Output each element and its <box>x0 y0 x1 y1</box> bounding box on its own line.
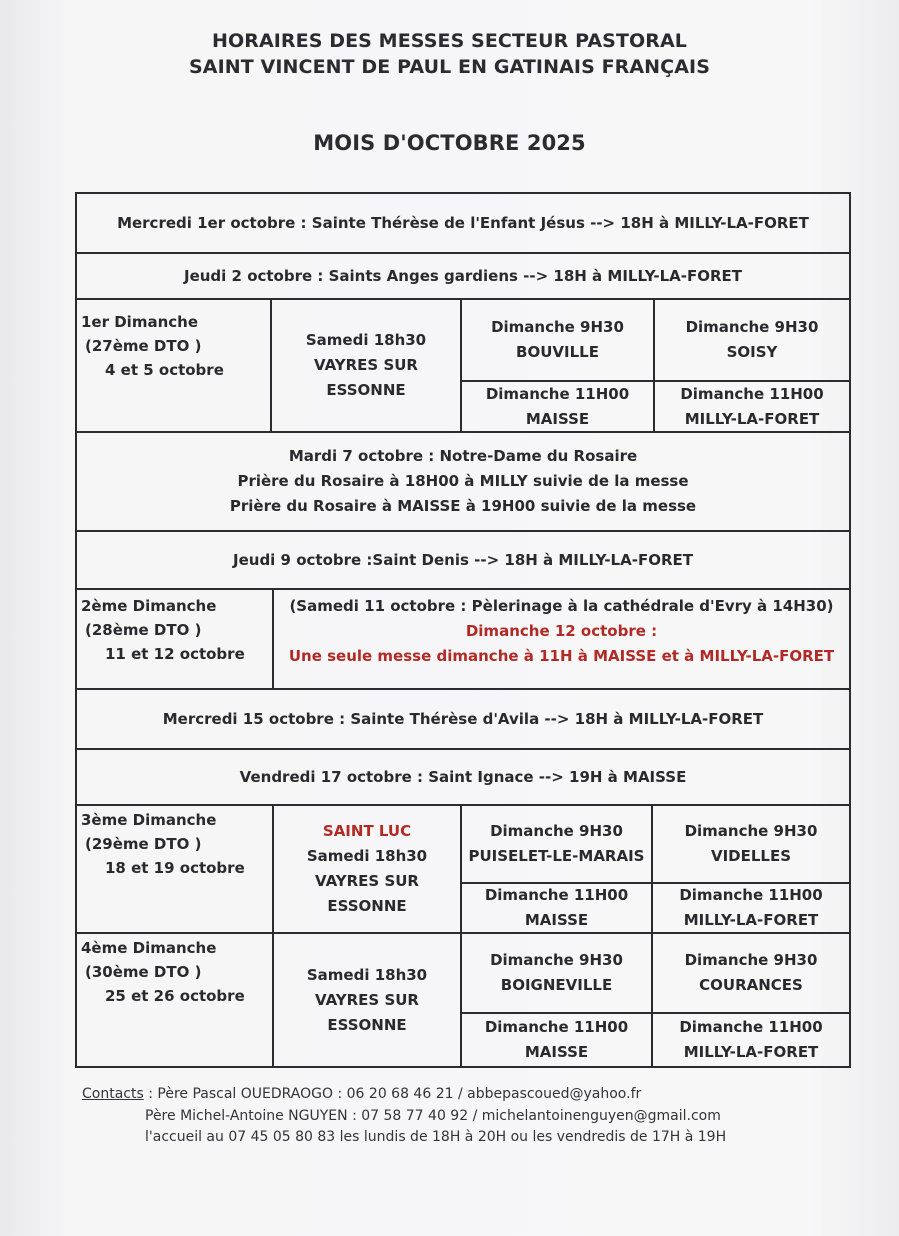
sunday-title: 3ème Dimanche <box>81 811 217 829</box>
row-text: Jeudi 2 octobre : Saints Anges gardiens --> 18H à MILLY-LA-FORET <box>184 266 742 285</box>
mass-time: Dimanche 9H30 <box>685 318 819 336</box>
mass-place: MILLY-LA-FORET <box>683 911 819 929</box>
row-oct-7 <box>77 433 849 532</box>
header-line-2: SAINT VINCENT DE PAUL EN GATINAIS FRANÇAIS <box>189 56 710 78</box>
mass-slot <box>462 300 653 380</box>
sunday-dto: (28ème DTO ) <box>85 621 202 639</box>
sunday-dates: 4 et 5 octobre <box>105 361 224 379</box>
saturday-time: Samedi 18h30 <box>306 965 428 984</box>
schedule-table <box>75 192 851 1068</box>
mass-place: MAISSE <box>525 409 590 428</box>
row-oct-1 <box>77 194 849 254</box>
saturday-time: Samedi 18h30 <box>305 331 427 349</box>
mass-place: BOIGNEVILLE <box>500 976 613 994</box>
mass-place: MAISSE <box>524 911 589 929</box>
mass-slot <box>655 382 849 431</box>
sunday-label-cell <box>77 806 272 932</box>
month-title: MOIS D'OCTOBRE 2025 <box>313 131 586 155</box>
mass-time: Dimanche 11H00 <box>679 886 823 904</box>
row-sunday-1 <box>77 300 849 433</box>
mass-slot <box>653 1014 849 1066</box>
sunday-col-b <box>653 300 849 431</box>
mass-slot <box>653 806 849 882</box>
mass-slot <box>653 884 849 932</box>
contacts-heading: Contacts <box>82 1086 144 1102</box>
row-sunday-4 <box>77 934 849 1066</box>
saint-luc-label: SAINT LUC <box>322 822 412 840</box>
single-mass-note: Une seule messe dimanche à 11H à MAISSE et à MILLY-LA-FORET <box>288 647 835 665</box>
contact-line-1 <box>82 1084 726 1106</box>
mass-time: Dimanche 11H00 <box>484 1018 629 1036</box>
saturday-place: VAYRES SUR ESSONNE <box>315 990 419 1034</box>
mass-time: Dimanche 9H30 <box>684 951 818 969</box>
sunday-2-info <box>272 590 849 688</box>
saturday-place: VAYRES SUR ESSONNE <box>315 872 419 915</box>
mass-place: SOISY <box>726 343 778 361</box>
mass-time: Dimanche 11H00 <box>679 1018 823 1036</box>
mass-place: MILLY-LA-FORET <box>684 409 820 428</box>
mass-slot <box>655 300 849 380</box>
mass-slot <box>462 382 653 431</box>
single-mass-heading: Dimanche 12 octobre : <box>465 622 658 640</box>
mass-time: Dimanche 9H30 <box>491 318 624 336</box>
mass-place: MILLY-LA-FORET <box>683 1043 819 1061</box>
row-oct-9 <box>77 532 849 590</box>
mass-place: VIDELLES <box>710 847 792 865</box>
mass-slot <box>462 806 651 882</box>
sunday-col-a <box>460 934 651 1066</box>
sunday-col-b <box>651 806 849 932</box>
mass-time: Dimanche 11H00 <box>680 384 824 403</box>
mass-place: PUISELET-LE-MARAIS <box>468 847 645 865</box>
mass-slot <box>462 884 651 932</box>
sunday-col-a <box>460 300 653 431</box>
sunday-title: 2ème Dimanche <box>81 597 217 615</box>
row-oct-2 <box>77 254 849 300</box>
sunday-dto: (27ème DTO ) <box>85 337 202 355</box>
mass-place: MAISSE <box>524 1043 589 1061</box>
row-text: Prière du Rosaire à MAISSE à 19H00 suivie de la messe <box>229 497 697 515</box>
saturday-time: Samedi 18h30 <box>306 847 428 865</box>
sunday-dto: (30ème DTO ) <box>85 963 202 981</box>
mass-slot <box>462 1014 651 1066</box>
sunday-dates: 11 et 12 octobre <box>105 645 245 663</box>
sunday-col-b <box>651 934 849 1066</box>
mass-place: COURANCES <box>699 976 803 994</box>
mass-slot <box>462 934 651 1012</box>
row-text: Mardi 7 octobre : Notre-Dame du Rosaire <box>288 447 638 465</box>
row-oct-15 <box>77 690 849 750</box>
mass-time: Dimanche 9H30 <box>490 822 623 840</box>
mass-time: Dimanche 11H00 <box>485 384 630 403</box>
sunday-title: 1er Dimanche <box>81 313 198 331</box>
mass-place: BOUVILLE <box>516 343 599 361</box>
saturday-cell <box>272 934 460 1066</box>
sunday-dates: 25 et 26 octobre <box>105 987 245 1005</box>
row-text: Jeudi 9 octobre :Saint Denis --> 18H à MILLY-LA-FORET <box>233 550 693 569</box>
sunday-label-cell <box>77 590 272 688</box>
saturday-place: VAYRES SUR ESSONNE <box>314 356 418 399</box>
mass-slot <box>653 934 849 1012</box>
sunday-col-a <box>460 806 651 932</box>
row-text: Prière du Rosaire à 18H00 à MILLY suivie de la messe <box>237 472 689 490</box>
contact-priest-1: : Père Pascal OUEDRAOGO : 06 20 68 46 21 / abbepascoued@yahoo.fr <box>143 1086 642 1102</box>
row-sunday-2 <box>77 590 849 690</box>
row-sunday-3 <box>77 806 849 934</box>
contacts-block <box>82 1084 726 1149</box>
sunday-dates: 18 et 19 octobre <box>105 859 245 877</box>
sunday-label-cell <box>77 934 272 1066</box>
mass-time: Dimanche 9H30 <box>490 951 623 969</box>
row-text: Mercredi 1er octobre : Sainte Thérèse de l'Enfant Jésus --> 18H à MILLY-LA-FORET <box>117 213 809 232</box>
row-text: Vendredi 17 octobre : Saint Ignace --> 19H à MAISSE <box>239 767 687 786</box>
saturday-cell <box>270 300 460 431</box>
pilgrimage-note: (Samedi 11 octobre : Pèlerinage à la cathédrale d'Evry à 14H30) <box>289 597 834 615</box>
contact-reception: l'accueil au 07 45 05 80 83 les lundis de 18H à 20H ou les vendredis de 17H à 19H <box>145 1129 727 1145</box>
mass-time: Dimanche 9H30 <box>684 822 818 840</box>
row-oct-17 <box>77 750 849 806</box>
sunday-dto: (29ème DTO ) <box>85 835 202 853</box>
header-line-1: HORAIRES DES MESSES SECTEUR PASTORAL <box>211 30 688 52</box>
sunday-label-cell <box>77 300 270 431</box>
saturday-cell <box>272 806 460 932</box>
contact-priest-2: Père Michel-Antoine NGUYEN : 07 58 77 40 92 / michelantoinenguyen@gmail.com <box>145 1107 721 1124</box>
mass-time: Dimanche 11H00 <box>484 886 629 904</box>
row-text: Mercredi 15 octobre : Sainte Thérèse d'Avila --> 18H à MILLY-LA-FORET <box>162 709 764 728</box>
sunday-title: 4ème Dimanche <box>81 939 217 957</box>
